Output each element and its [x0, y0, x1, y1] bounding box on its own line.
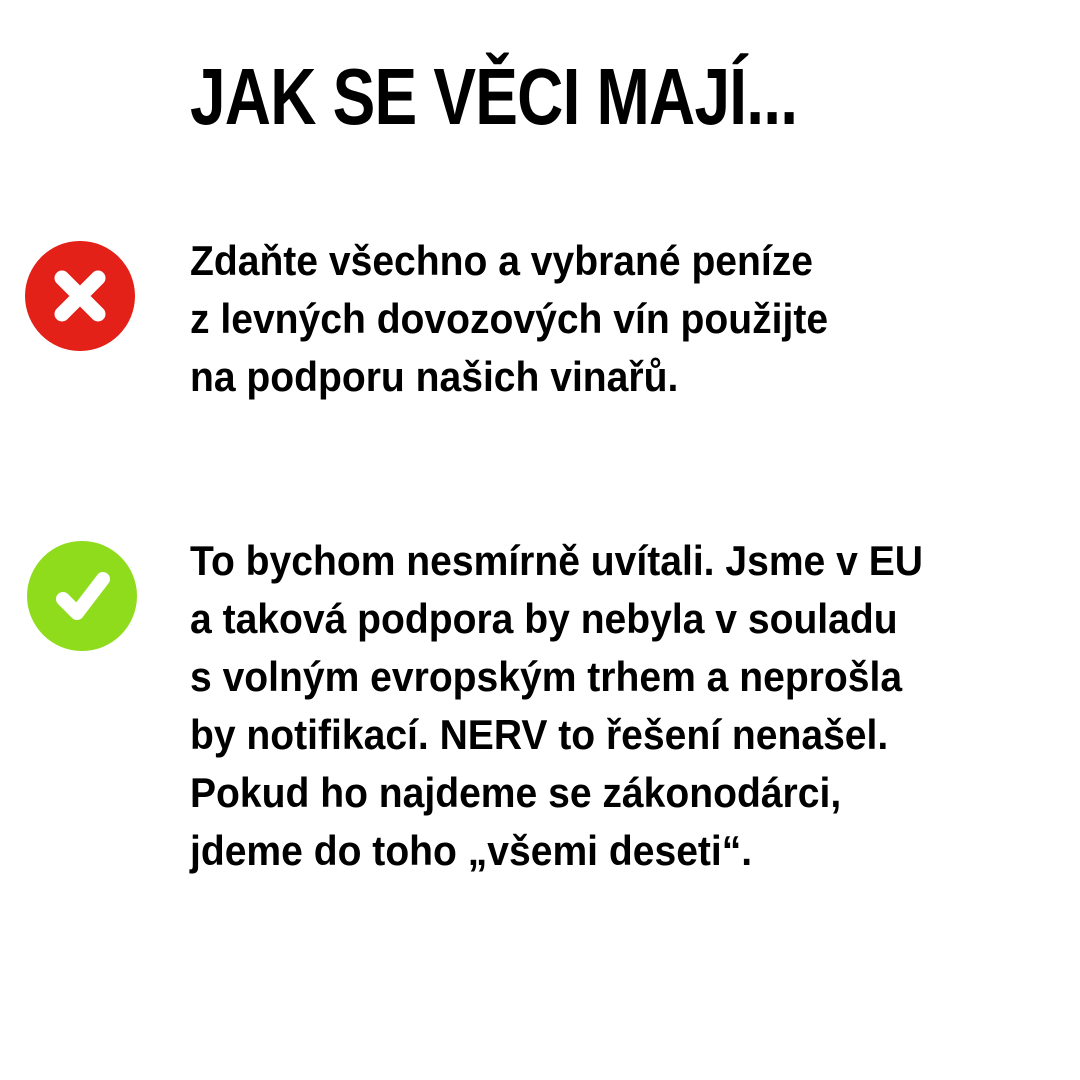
- page-title: JAK SE VĚCI MAJÍ...: [190, 52, 798, 141]
- wrong-statement-line: na podporu našich vinařů.: [190, 353, 679, 400]
- right-statement-line: s volným evropským trhem a neprošla: [190, 653, 903, 700]
- wrong-statement-line: Zdaňte všechno a vybrané peníze: [190, 237, 813, 284]
- x-icon: [25, 241, 135, 351]
- right-statement-line: by notifikací. NERV to řešení nenašel.: [190, 711, 889, 758]
- wrong-statement-line: z levných dovozových vín použijte: [190, 295, 829, 342]
- wrong-statement: [190, 232, 828, 406]
- right-statement-line: Pokud ho najdeme se zákonodárci,: [190, 769, 842, 816]
- checkmark-icon: [27, 541, 137, 651]
- right-statement-line: To bychom nesmírně uvítali. Jsme v EU: [190, 537, 923, 584]
- right-statement-line: jdeme do toho „všemi deseti“.: [190, 827, 753, 874]
- right-statement: [190, 532, 923, 880]
- right-statement-line: a taková podpora by nebyla v souladu: [190, 595, 898, 642]
